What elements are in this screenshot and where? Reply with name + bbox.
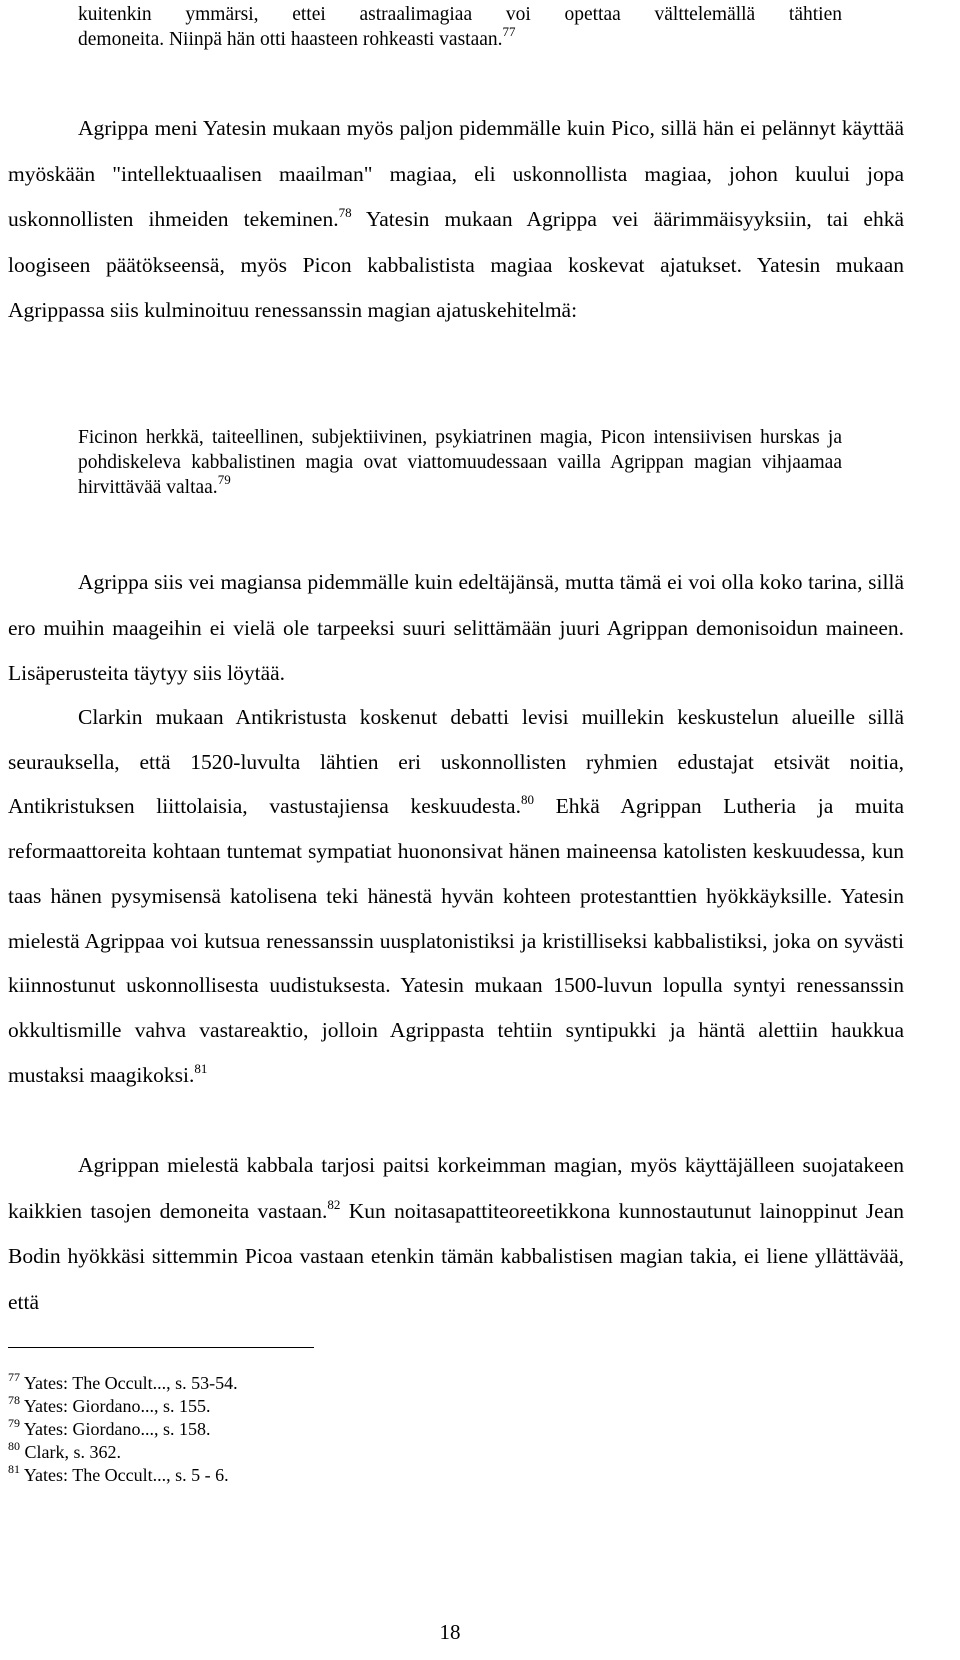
paragraph-agrippa-further: Agrippa siis vei magiansa pidemmälle kuin edeltäjänsä, mutta tämä ei voi olla koko tarina, sillä ero muihin maageihin ei vielä ole tarpeeksi suuri selittämään juuri Agrippan demonisoidun maineen. Lisäperusteita täytyy siis löytää. (8, 570, 904, 685)
page-number: 18 (439, 1620, 461, 1644)
footnote-ref-82: 82 (327, 1196, 341, 1212)
footnote-79: $^{79}$ Yates: Giordano..., s. 158. (8, 1416, 211, 1439)
intro-block-quote (78, 2, 842, 52)
paragraph-agrippa-pico: Agrippa meni Yatesin mukaan myös paljon pidemmälle kuin Pico, sillä hän ei pelännyt käyttää myöskään "intellektuaalisen maailman" magiaa, eli uskonnollista magiaa, johon kuului jopa uskonnollisten ihmeiden tekeminen.$^{78}$ Yatesin mukaan Agrippa vei äärimmäisyyksiin, tai ehkä loogiseen päätökseensä, myös Picon kabbalistista magiaa koskevat ajatukset. Yatesin mukaan Agrippassa siis kulminoituu renessanssin magian ajatuskehitelmä: (8, 116, 904, 322)
footnote-81: $^{81}$ Yates: The Occult..., s. 5 - 6. (8, 1462, 229, 1485)
footnotes (8, 1372, 238, 1487)
intro-quote-line-1: kuitenkin ymmärsi, ettei astraalimagiaa voi opettaa välttelemällä tähtien (78, 4, 842, 25)
footnote-ref-78: 78 (338, 205, 352, 220)
footnote-ref-77: 77 (502, 24, 516, 39)
paragraph-kabbala: Agrippan mielestä kabbala tarjosi paitsi korkeimman magian, myös käyttäjälleen suojatakeen kaikkien tasojen demoneita vastaan.$^{82}$ Kun noitasapattiteoreetikkona kunnostautunut lainoppinut Jean Bodin hyökkäsi sittemmin Picoa vastaan etenkin tämän kabbalistisen magian takia, ei liene yllättävää, että (8, 1153, 905, 1314)
footnote-separator (8, 1347, 314, 1348)
footnote-78: $^{78}$ Yates: Giordano..., s. 155. (8, 1393, 211, 1416)
footnote-80: $^{80}$ Clark, s. 362. (8, 1439, 121, 1462)
footnote-77: $^{77}$ Yates: The Occult..., s. 53-54. (8, 1370, 238, 1393)
footnote-ref-79: 79 (217, 472, 231, 487)
block-quote-ficino: Ficinon herkkä, taiteellinen, subjektiivinen, psykiatrinen magia, Picon intensiivisen hurskas ja pohdiskeleva kabbalistinen magia ovat viattomuudessaan vailla Agrippan magian vihjaamaa hirvittävää valtaa.$^{79}$ (78, 427, 842, 498)
footnote-ref-81: 81 (194, 1060, 208, 1076)
paragraph-clark-antichrist: Clarkin mukaan Antikristusta koskenut debatti levisi muillekin keskustelun alueille sillä seurauksella, että 1520-luvulta lähtien eri uskonnollisten ryhmien edustajat etsivät noitia, Antikristuksen liittolaisia, vastustajiensa keskuudesta.$^{80}$ Ehkä Agrippan Lutheria ja muita reformaattoreita kohtaan tuntemat sympatiat huononsivat hänen maineensa katolisten keskuudessa, kun taas hänen pysymisensä katolisena teki hänestä hyvän kohteen protestanttien hyökkäyksille. Yatesin mielestä Agrippaa voi kutsua renessanssin uusplatonistiksi ja kristilliseksi kabbalistiksi, joka on syvästi kiinnostunut uskonnollisesta uudistuksesta. Yatesin mukaan 1500-luvun lopulla syntyi renessanssin okkultismille vahva vastareaktio, jolloin Agrippasta tehtiin syntipukki ja häntä alettiin haukkua mustaksi maagikoksi.$^{81}$ (8, 705, 904, 1087)
intro-quote-line-2: demoneita. Niinpä hän otti haasteen rohkeasti vastaan.$^{77}$ (78, 24, 516, 50)
footnote-ref-80: 80 (520, 792, 534, 808)
